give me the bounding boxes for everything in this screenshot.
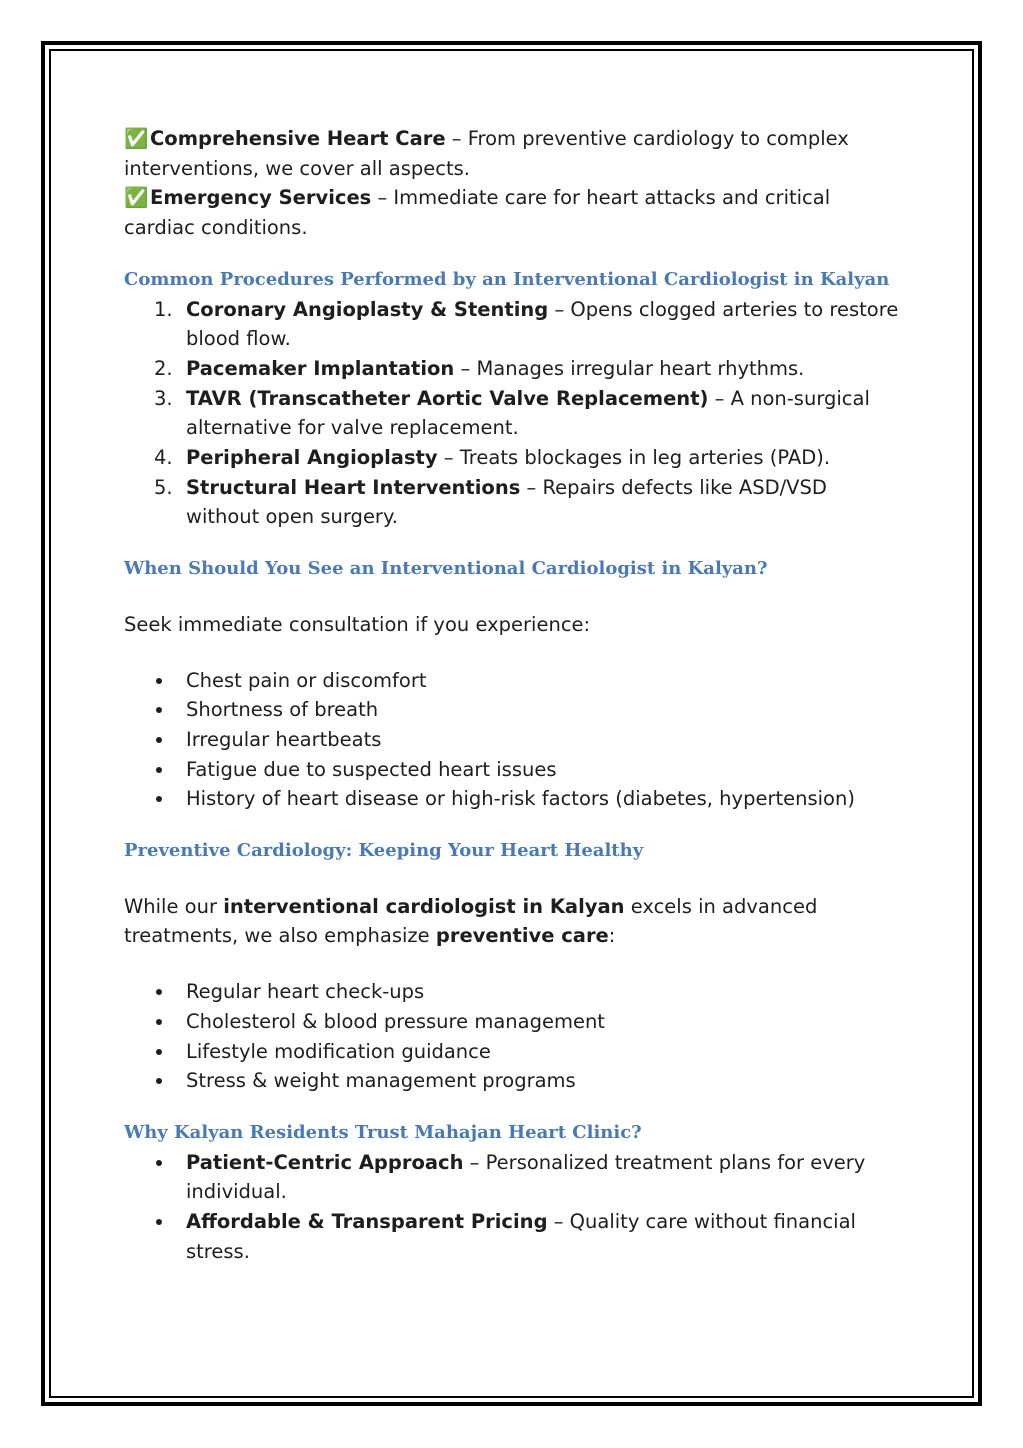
list-item: [124, 295, 904, 354]
symptoms-list: [124, 666, 904, 815]
section-heading-preventive: Preventive Cardiology: Keeping Your Heart Healthy: [124, 840, 644, 862]
document-content: [124, 124, 904, 1267]
section-heading-when: When Should You See an Interventional Cardiologist in Kalyan?: [124, 558, 768, 580]
item-text: – Manages irregular heart rhythms.: [454, 356, 805, 380]
intro-line: [124, 124, 904, 183]
intro-text: – From preventive cardiology to complex interventions, we cover all aspects.: [124, 127, 849, 180]
bullet-icon: [156, 1219, 162, 1225]
item-bold: Peripheral Angioplasty: [186, 446, 438, 470]
bullet-icon: [156, 1078, 162, 1084]
bullet-icon: [156, 1049, 162, 1055]
item-text: – Opens clogged arteries to restore blood flow.: [186, 297, 899, 351]
trust-list: [124, 1148, 904, 1267]
item-bold: Structural Heart Interventions: [186, 475, 521, 499]
list-item: History of heart disease or high-risk factors (diabetes, hypertension): [124, 784, 904, 814]
list-item: Lifestyle modification guidance: [124, 1037, 904, 1067]
list-item: Patient-Centric Approach – Personalized treatment plans for every individual.: [124, 1148, 904, 1207]
item-bold: TAVR (Transcatheter Aortic Valve Replacement): [186, 386, 709, 410]
list-item: [124, 384, 904, 443]
section-heading-procedures: Common Procedures Performed by an Interventional Cardiologist in Kalyan: [124, 268, 890, 290]
preventive-paragraph: While our interventional cardiologist in Kalyan excels in advanced treatments, we also emphasize preventive care:: [124, 894, 818, 948]
preventive-list: [124, 977, 904, 1096]
item-bold: Pacemaker Implantation: [186, 356, 455, 380]
item-text: – Treats blockages in leg arteries (PAD).: [437, 446, 831, 470]
bullet-icon: [156, 1019, 162, 1025]
item-number: 3.: [154, 386, 173, 410]
intro-line: [124, 183, 904, 242]
list-item: Regular heart check-ups: [124, 977, 904, 1007]
item-text: – Repairs defects like ASD/VSD without open surgery.: [186, 475, 827, 529]
bullet-icon: [156, 796, 162, 802]
intro-bold: Comprehensive Heart Care: [150, 127, 446, 150]
when-intro: Seek immediate consultation if you experience:: [124, 612, 591, 636]
item-bold: Coronary Angioplasty & Stenting: [186, 297, 549, 321]
list-item: Shortness of breath: [124, 695, 904, 725]
bullet-icon: [156, 678, 162, 684]
list-item: [124, 354, 904, 384]
bullet-icon: [156, 707, 162, 713]
list-item: Cholesterol & blood pressure management: [124, 1007, 904, 1037]
list-item: [124, 443, 904, 473]
list-item: Chest pain or discomfort: [124, 666, 904, 696]
list-item: [124, 473, 904, 532]
list-item: Fatigue due to suspected heart issues: [124, 755, 904, 785]
bullet-icon: [156, 1160, 162, 1166]
item-number: 4.: [154, 446, 173, 470]
list-item: Affordable & Transparent Pricing – Quality care without financial stress.: [124, 1207, 904, 1266]
bullet-icon: [156, 767, 162, 773]
intro-text: – Immediate care for heart attacks and critical cardiac conditions.: [124, 186, 831, 240]
check-icon: ✅: [124, 127, 149, 150]
item-number: 1.: [154, 297, 173, 321]
item-number: 2.: [154, 356, 173, 380]
item-number: 5.: [154, 475, 173, 499]
bullet-icon: [156, 737, 162, 743]
item-text: – A non-surgical alternative for valve replacement.: [186, 386, 870, 440]
list-item: Irregular heartbeats: [124, 725, 904, 755]
intro-bold: Emergency Services: [150, 186, 372, 210]
list-item: Stress & weight management programs: [124, 1066, 904, 1096]
check-icon: ✅: [124, 186, 149, 210]
procedures-list: [124, 295, 904, 533]
section-heading-trust: Why Kalyan Residents Trust Mahajan Heart Clinic?: [124, 1121, 642, 1143]
bullet-icon: [156, 989, 162, 995]
